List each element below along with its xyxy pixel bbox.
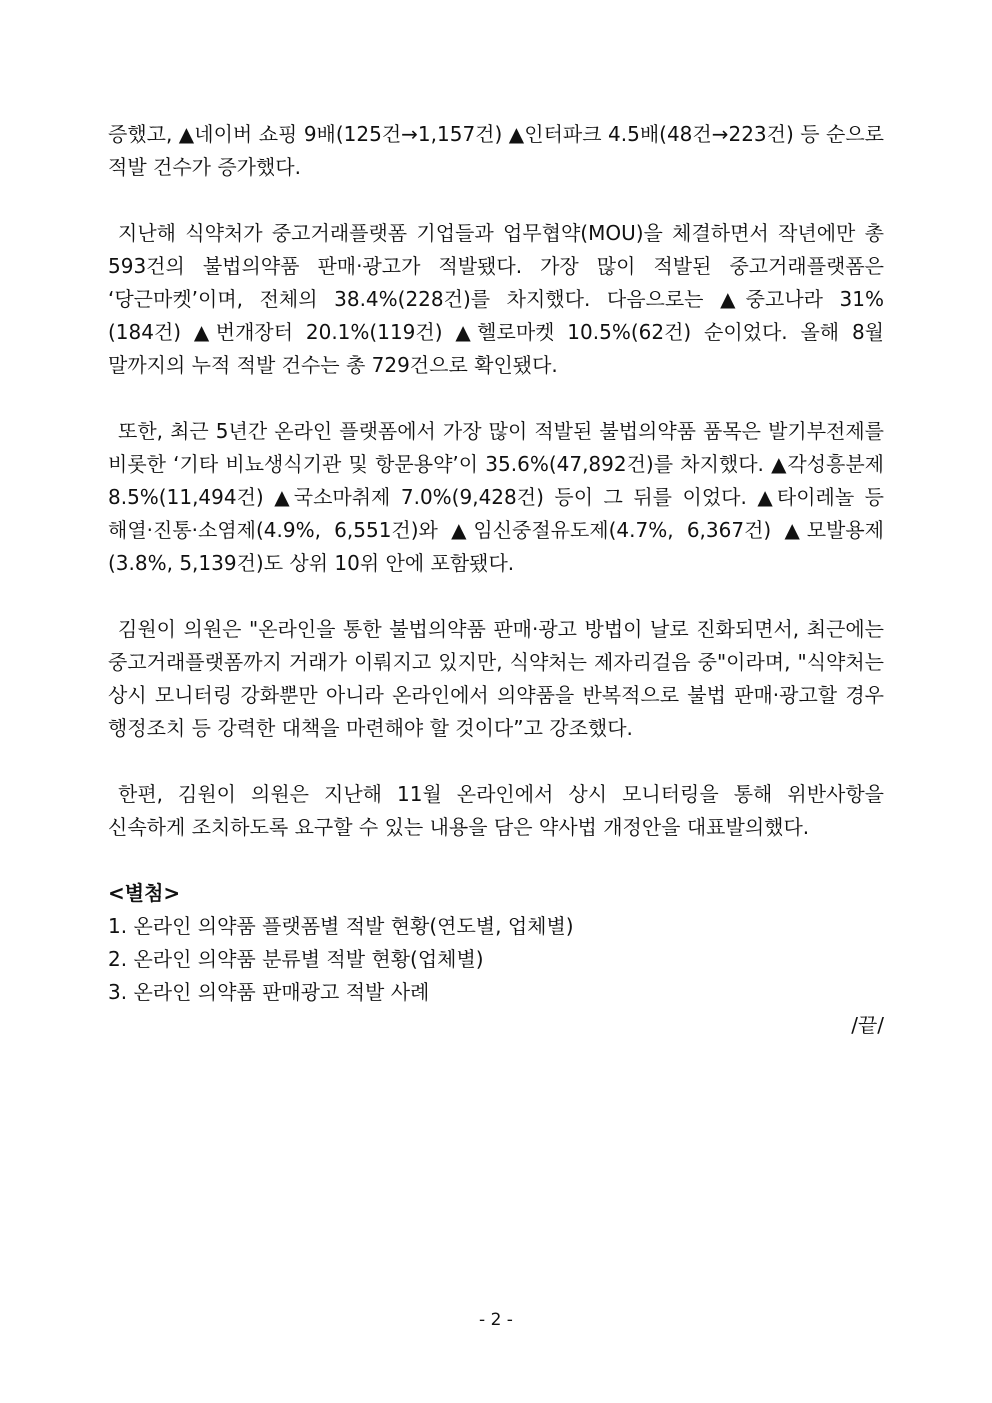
- end-mark: /끝/: [851, 1013, 884, 1037]
- attachment-item: 3. 온라인 의약품 판매광고 적발 사례: [108, 980, 430, 1004]
- attachment-item: 2. 온라인 의약품 분류별 적발 현황(업체별): [108, 947, 484, 971]
- paragraph-lawmaker-quote: 김원이 의원은 "온라인을 통한 불법의약품 판매·광고 방법이 날로 진화되면서, 최근에는 중고거래플랫폼까지 거래가 이뤄지고 있지만, 식약처는 제자리걸음 중"이라며, "식약처는 상시 모니터링 강화뿐만 아니라 온라인에서 의약품을 반복적으로 불법 판매·광고할 경우 행정조치 등 강력한 대책을 마련해야 할 것이다”고 강조했다.: [108, 617, 884, 740]
- paragraph-bill-proposal: 한편, 김원이 의원은 지난해 11월 온라인에서 상시 모니터링을 통해 위반사항을 신속하게 조치하도록 요구할 수 있는 내용을 담은 약사법 개정안을 대표발의했다.: [108, 782, 884, 839]
- attachments-list: [108, 910, 884, 1009]
- attachment-item: 1. 온라인 의약품 플랫폼별 적발 현황(연도별, 업체별): [108, 914, 574, 938]
- paragraph-secondhand-platforms: 지난해 식약처가 중고거래플랫폼 기업들과 업무협약(MOU)을 체결하면서 작년에만 총 593건의 불법의약품 판매·광고가 적발됐다. 가장 많이 적발된 중고거래플랫폼은 ‘당근마켓’이며, 전체의 38.4%(228건)를 차지했다. 다음으로는 ▲중고나라 31%(184건) ▲번개장터 20.1%(119건) ▲헬로마켓 10.5%(62건) 순이었다. 올해 8월 말까지의 누적 적발 건수는 총 729건으로 확인됐다.: [108, 221, 884, 377]
- attachments-heading: <별첨>: [108, 881, 181, 905]
- paragraph-platform-increase: 증했고, ▲네이버 쇼핑 9배(125건→1,157건) ▲인터파크 4.5배(48건→223건) 등 순으로 적발 건수가 증가했다.: [108, 122, 884, 179]
- attachments-section: [108, 877, 884, 1009]
- page-number: - 2 -: [479, 1310, 513, 1330]
- document-body: [108, 118, 884, 1042]
- paragraph-drug-categories: 또한, 최근 5년간 온라인 플랫폼에서 가장 많이 적발된 불법의약품 품목은 발기부전제를 비롯한 ‘기타 비뇨생식기관 및 항문용약’이 35.6%(47,892건)를 차지했다. ▲각성흥분제 8.5%(11,494건) ▲국소마취제 7.0%(9,428건) 등이 그 뒤를 이었다. ▲타이레놀 등 해열·진통·소염제(4.9%, 6,551건)와 ▲임신중절유도제(4.7%, 6,367건) ▲모발용제(3.8%, 5,139건)도 상위 10위 안에 포함됐다.: [108, 419, 884, 575]
